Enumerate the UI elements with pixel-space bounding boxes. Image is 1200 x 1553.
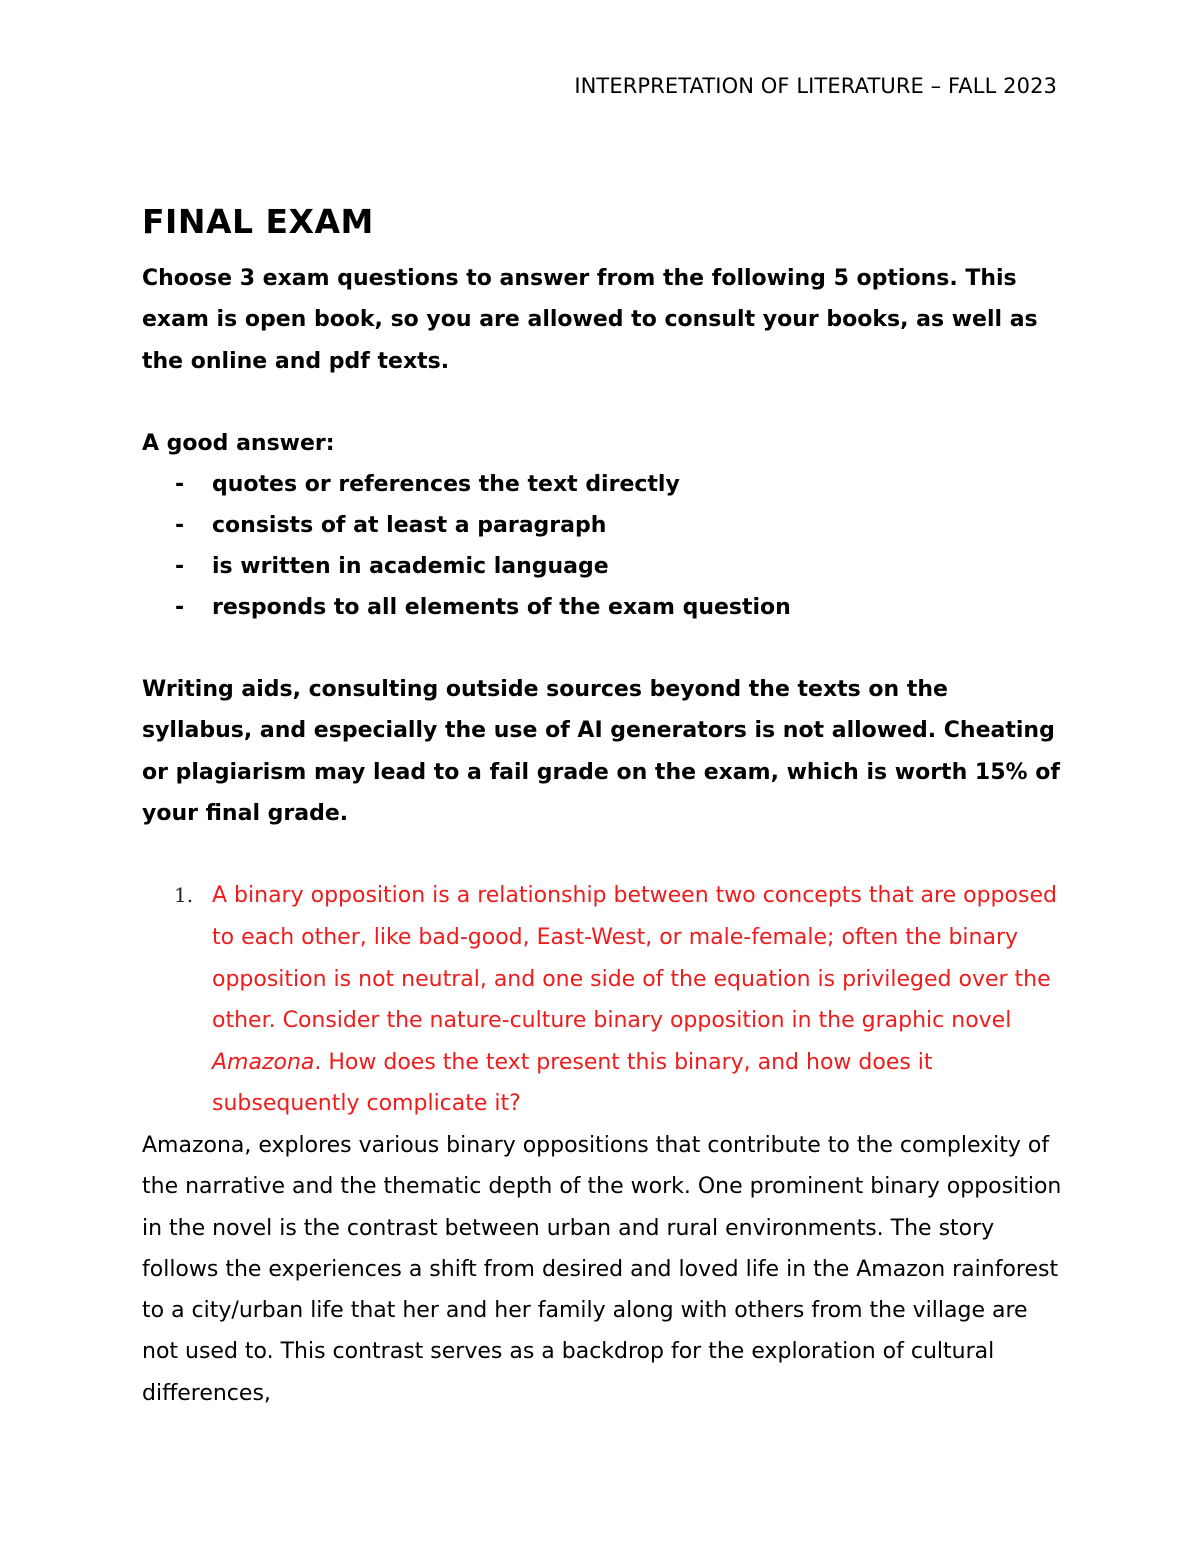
page-header: INTERPRETATION OF LITERATURE – FALL 2023 [574,74,1057,98]
criteria-item [142,505,1062,546]
criteria-text: consists of at least a paragraph [212,513,607,539]
dash-bullet: - [175,554,185,580]
page-title: FINAL EXAM [142,202,374,241]
dash-bullet: - [175,472,185,498]
paragraph-spacer [142,382,1062,423]
dash-bullet: - [175,513,185,539]
criteria-text: quotes or references the text directly [212,472,680,498]
criteria-item [142,546,1062,587]
paragraph-spacer [142,628,1062,669]
novel-title: Amazona [212,1049,315,1075]
academic-integrity-policy: Writing aids, consulting outside sources beyond the texts on the syllabus, and especially the use of AI generators is not allowed. Cheating or plagiarism may lead to a fail grade on the exam, which is worth 15% of your final grade. [142,677,1060,827]
good-answer-label: A good answer: [142,430,335,456]
criteria-text: responds to all elements of the exam question [212,595,791,621]
question-1 [142,875,1062,1125]
answer-paragraph: Amazona, explores various binary oppositions that contribute to the complexity of the narrative and the thematic depth of the work. One prominent binary opposition in the novel is the contrast between urban and rural environments. The story follows the experiences a shift from desired and loved life in the Amazon rainforest to a city/urban life that her and her family along with others from the village are not used to. This contrast serves as a backdrop for the exploration of cultural differences, [142,1132,1062,1406]
criteria-item [142,587,1062,628]
question-number: 1. [174,883,194,908]
exam-instructions: Choose 3 exam questions to answer from the following 5 options. This exam is open book, so you are allowed to consult your books, as well as the online and pdf texts. [142,266,1038,374]
criteria-list [142,464,1062,628]
question-text: A binary opposition is a relationship between two concepts that are opposed to each other, like bad-good, East-West, or male-female; often the binary opposition is not neutral, and one side of the equation is privileged over the other. Consider the nature-culture binary opposition in the graphic novel [212,883,1057,1034]
criteria-item [142,464,1062,505]
criteria-text: is written in academic language [212,554,609,580]
question-text-end: . How does the text present this binary, and how does it subsequently complicate it? [212,1049,933,1117]
document-body [142,200,1062,1414]
dash-bullet: - [175,595,185,621]
